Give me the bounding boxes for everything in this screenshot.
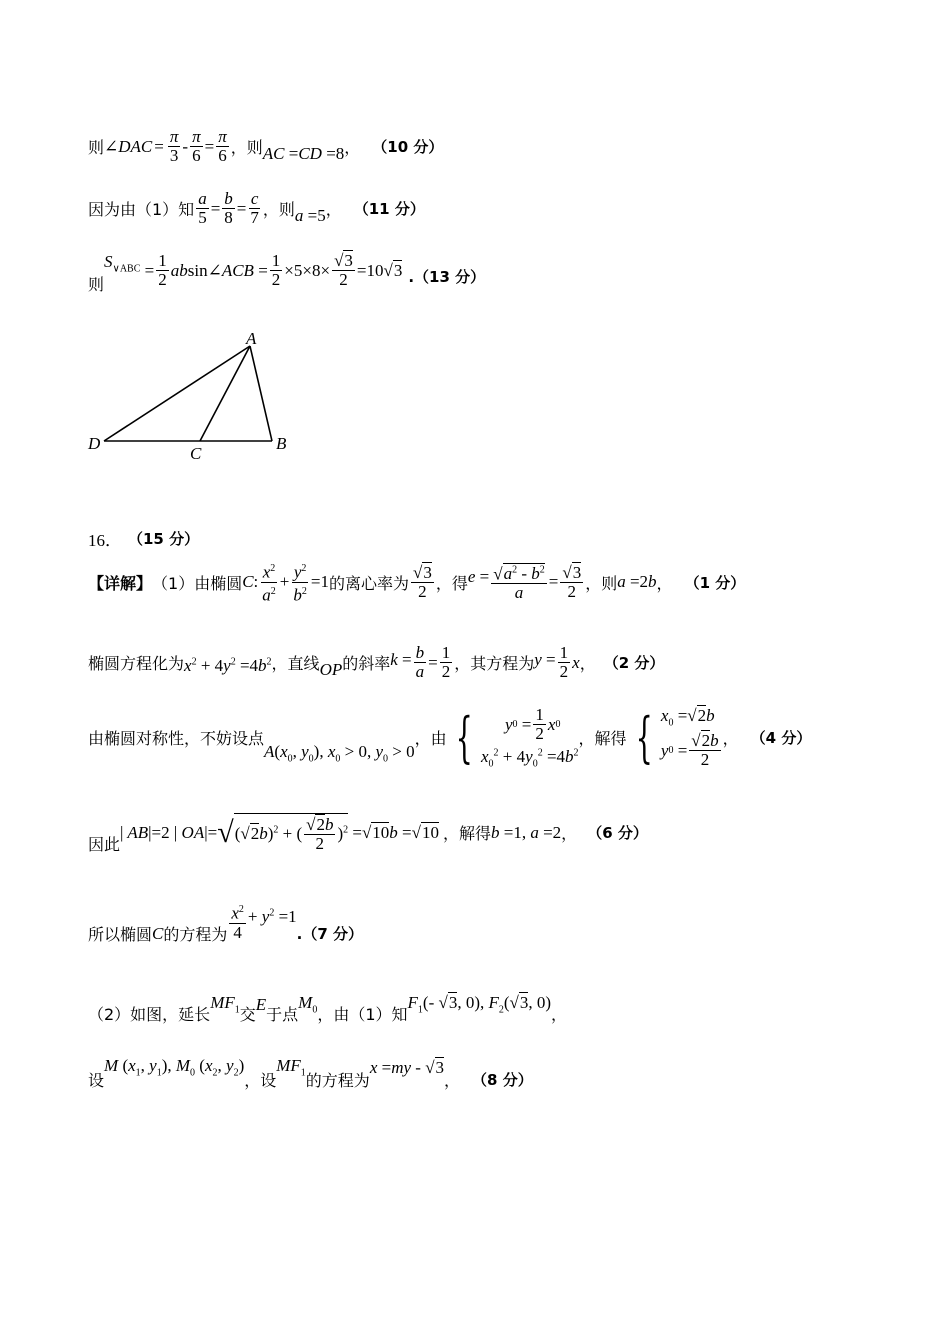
point-m0: $M_0$ [298,993,318,1016]
solution-line-1: 【详解】 （1）由椭圆 C : $\frac{x^2}{a^2}$ + $\frac{y^2}{b^2}$ =1 的离心率为 $\frac{√3}{2}$ ，得 e = $\frac{√a^2 - b^2}{a}$ = $\frac{√3}{2}$ ，则 a =2b ， （1 分） [88,560,745,604]
score: （2 分） [603,654,665,672]
text: 的方程为 [163,925,228,944]
score: （4 分） [750,729,812,748]
text: 的斜率 [342,654,391,673]
text: 因为由（1）知 [88,200,195,219]
triangle-figure [80,322,300,472]
label-a: A [246,329,257,348]
fraction: $\frac{x^2}{a^2}$ [260,560,278,604]
text: （2）如图，延长 [88,1005,211,1024]
formula-a-5: a =5 [294,205,326,225]
segment-ab [250,346,272,441]
text: ，解得 [442,824,491,843]
solution-line-10: 则 ∠DAC = $\frac{\pi}{3}$ - $\frac{\pi}{6}$ = $\frac{\pi}{6}$ ，则 AC =CD =8 ， （10 分） [88,127,444,165]
solution-system: $x_0 =√2b$ y 0 = $\frac{√2b}{2}$ [660,706,719,770]
formula-ellipse: C [242,572,254,592]
score: （11 分） [353,200,425,218]
fraction: $\frac{1}{2}$ [559,643,569,681]
solution-line-4 [88,706,811,769]
segment-ac [200,346,250,441]
text: 由椭圆对称性，不妨设点 [88,729,265,749]
fraction: $\frac{c}{7}$ [250,189,259,227]
text: ，得 [435,573,468,593]
formula-ac-cd: AC =CD =8 [262,143,345,163]
line-op: OP [319,659,343,679]
text: 因此 [88,835,121,854]
text: ，解得 [578,729,627,749]
text: ，由（1）知 [317,1005,408,1024]
text: 所以椭圆 [88,925,153,944]
brace: { [455,705,473,769]
fraction: $\frac{x^2}{4}$ [229,901,246,942]
fraction: $\frac{√3}{2}$ [562,562,582,601]
solution-line-part2 [88,984,567,1025]
solution-line-8 [88,1044,533,1091]
text: 则 [88,138,105,157]
text: ，直线 [271,654,320,673]
formula-ab: | AB|=2 | OA|= [120,822,218,842]
question-number: 16． [88,531,122,550]
label-c: C [190,444,202,463]
text: ， [551,1005,568,1024]
fraction: $\frac{√3}{2}$ [412,562,432,601]
label-e: E [255,994,267,1014]
formula-b-a: b =1, a =2 [490,822,562,842]
question-16-header [88,526,199,551]
fraction: $\frac{1}{2}$ [158,251,167,289]
score: .（13 分） [408,268,486,286]
segment-da [104,346,250,441]
text: 的方程为 [305,1071,370,1090]
text: ，则 [585,573,618,593]
score: （8 分） [472,1071,533,1089]
fraction: $\frac{\pi}{6}$ [192,127,201,165]
solution-line-2: 椭圆方程化为 $x^2 + 4y^2 =4b^2$ ，直线 OP 的斜率 k = $\frac{b}{a}$ = $\frac{1}{2}$ ，其方程为 y = $\frac{1}{2}$ x ， （2 分） [88,643,665,681]
formula-angle-dac: ∠DAC [104,136,153,156]
text: ， [444,1071,461,1090]
solution-line-11: 因为由（1）知 $\frac{a}{5}$ = $\frac{b}{8}$ = $\frac{c}{7}$ ，则 a =5 ， （11 分） [88,189,425,227]
text: ，其方程为 [454,654,535,673]
text: ， [722,729,739,749]
formula-line-mf1: x =my - √3 [369,1057,445,1077]
text: 交 [239,1005,256,1024]
score: .（7 分） [296,925,364,943]
detail-tag: 【详解】 [88,573,153,593]
brace: { [635,705,653,769]
segment-mf1: $MF_1$ [276,1056,306,1079]
fraction: $\frac{1}{2}$ [441,643,451,681]
text: ， [325,200,342,219]
score: （1 分） [684,573,746,592]
fraction: $\frac{b}{8}$ [224,189,233,227]
text: 设 [88,1071,105,1090]
solution-line-7: 所以椭圆 C 的方程为 $\frac{x^2}{4}$ + $y^2 =1$ .（7 分） [88,898,363,945]
fraction: $\frac{√a^2 - b^2}{a}$ [491,562,547,603]
text: ， [344,138,361,157]
fraction: $\frac{\pi}{3}$ [169,127,179,165]
points-m-m0: M ($x_1$, $y_1$), $M_0$ ($x_2$, $y_2$) [104,1056,245,1079]
solution-line-13: 则 $S_{\vee ABC}$ = $\frac{1}{2}$ ab sin ∠ACB = $\frac{1}{2}$ ×5×8× $\frac{√3}{2}$ =10√3 .（13 分） [88,251,486,294]
text: （1）由椭圆 [152,573,243,593]
text: 的离心率为 [328,573,409,593]
score: （6 分） [587,824,648,842]
formula-ellipse-b: $x^2 + 4y^2 =4b^2$ [184,655,272,675]
fraction: $\frac{1}{2}$ [271,251,281,289]
fraction: $\frac{b}{a}$ [415,643,425,681]
formula-a-2b: a =2b [617,572,657,592]
formula-area: $S_{\vee ABC}$ [104,252,141,275]
fraction: $\frac{a}{5}$ [198,189,207,227]
text: ，由 [414,729,447,749]
text: 则 [88,275,105,294]
label-c-ellipse: C [152,923,164,943]
label-d: D [88,434,101,453]
text: ， [656,573,673,593]
text: ，则 [262,200,295,219]
equation-system: y 0 = $\frac{1}{2}$ x 0 $x_0^2 + 4y_0^2 =4b^2$ [481,705,579,770]
formula-point-a: $A(x_0$, $y_0$), $x_0 > 0$, $y_0 > 0$ [264,741,415,764]
text: ，则 [230,138,263,157]
fraction: $\frac{y^2}{b^2}$ [291,560,309,604]
text: 椭圆方程化为 [88,654,185,673]
segment-mf1: $MF_1$ [210,993,240,1016]
foci: $F_1(-$ √3, 0), $F_2(√3$, 0) [407,993,552,1016]
fraction: $\frac{\pi}{6}$ [218,127,227,165]
solution-line-6: 因此 | AB|=2 | OA|= √ (√2 b )$^2$ + ( $\frac{√2b}{2}$ )$^2$ =√10 b =√10 ，解得 b =1, a =2 ， （6 分） [88,814,648,854]
label-b: B [276,434,287,453]
text: ，设 [244,1071,277,1090]
score: （10 分） [372,138,444,156]
text: ， [579,654,596,673]
text: 于点 [266,1005,299,1024]
score: （15 分） [128,530,200,548]
fraction: $\frac{√3}{2}$ [334,251,353,289]
text: ， [561,824,578,843]
